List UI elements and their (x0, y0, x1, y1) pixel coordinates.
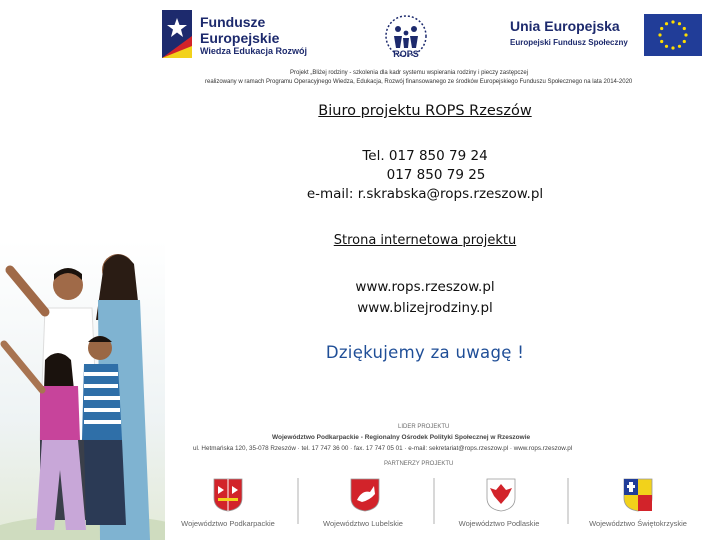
rops-logo-icon (378, 14, 434, 64)
eu-flag-icon (644, 14, 702, 56)
website-list (200, 277, 650, 319)
ue-title: Unia Europejska (510, 18, 620, 34)
partner-podkarpackie: Województwo Podkarpackie (181, 519, 275, 528)
website-heading: Strona internetowa projektu (333, 233, 517, 248)
website-link-blizejrodziny[interactable]: www.blizejrodziny.pl (357, 300, 493, 316)
swietokrzyskie-crest-icon (623, 478, 653, 512)
project-info-line2: realizowany w ramach Programu Operacyjnego Wiedza, Edukacja, Rozwój finansowanego ze środków Europejskiego Funduszu Społecznego na lata 2014-2020 (205, 79, 633, 85)
partner-swietokrzyskie: Województwo Świętokrzyskie (589, 519, 687, 528)
fundusze-europejskie-logo-icon (162, 10, 192, 58)
fe-title-line1: Fundusze (200, 14, 266, 30)
phone-line-2: 017 850 79 25 (386, 167, 486, 183)
office-title: Biuro projektu ROPS Rzeszów (318, 103, 532, 119)
leader-name: Województwo Podkarpackie - Regionalny Ośrodek Polityki Społecznej w Rzeszowie (272, 434, 531, 441)
project-info-line1: Projekt „Bliżej rodziny - szkolenia dla kadr systemu wspierania rodziny i pieczy zastępczej (290, 70, 529, 76)
partner-podlaskie: Województwo Podlaskie (458, 519, 540, 528)
partner-separator (567, 478, 569, 524)
partners-heading: PARTNERZY PROJEKTU (384, 461, 454, 467)
thanks-message: Dziękujemy za uwagę ! (325, 343, 525, 362)
fe-subtitle: Wiedza Edukacja Rozwój (200, 46, 307, 56)
fe-title-line2: Europejskie (200, 30, 280, 46)
lubelskie-crest-icon (350, 478, 380, 512)
podkarpackie-crest-icon (213, 478, 243, 512)
website-link-rops[interactable]: www.rops.rzeszow.pl (355, 279, 495, 295)
family-photo (0, 240, 165, 540)
phone-line-1: Tel. 017 850 79 24 (362, 148, 488, 164)
ue-subtitle: Europejski Fundusz Społeczny (510, 38, 628, 47)
podlaskie-crest-icon (486, 478, 516, 512)
partner-separator (297, 478, 299, 524)
svg-text:ROPS: ROPS (393, 49, 419, 59)
fe-title (200, 14, 279, 46)
partner-separator (433, 478, 435, 524)
leader-contact: ul. Hetmańska 120, 35-078 Rzeszów · tel. 17 747 36 00 · fax. 17 747 05 01 · e-mail: sekretariat@rops.rzeszow.pl · www.rops.rzeszow.pl (193, 445, 573, 452)
leader-heading: LIDER PROJEKTU (398, 424, 450, 430)
partner-lubelskie: Województwo Lubelskie (323, 519, 403, 528)
contact-block (200, 147, 650, 204)
email-line: e-mail: r.skrabska@rops.rzeszow.pl (306, 186, 544, 202)
